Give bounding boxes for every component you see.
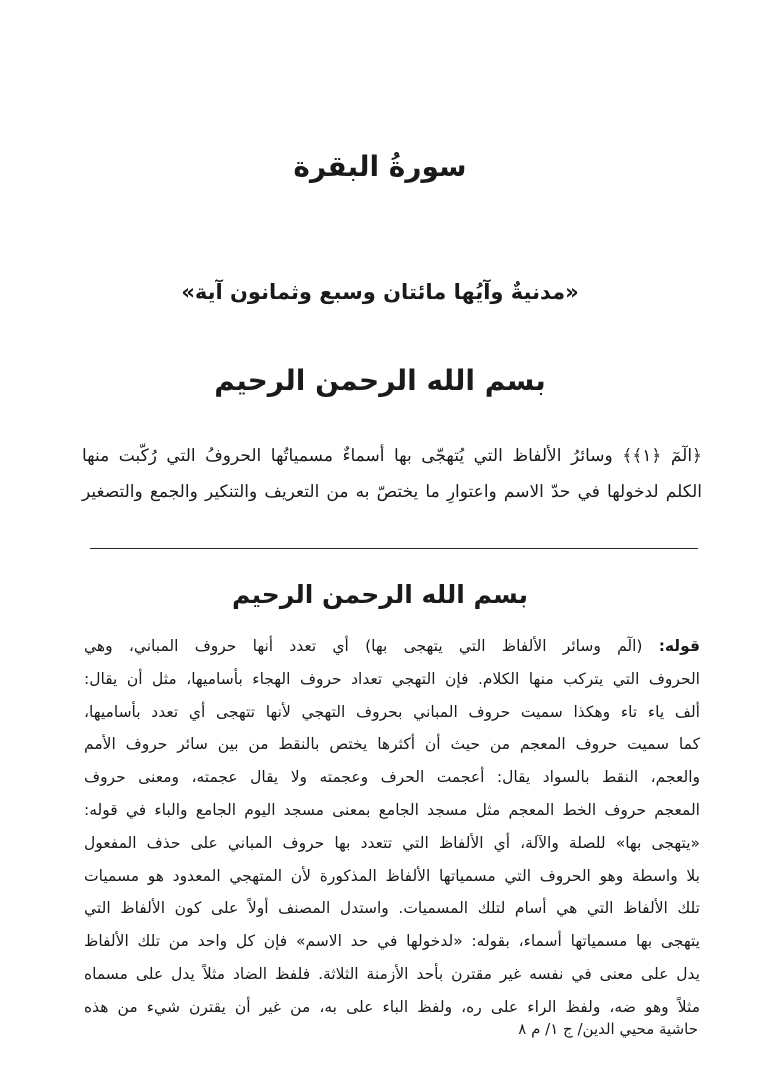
commentary-line-2: الحروف التي يتركب منها الكلام. فإن التهجي تعداد حروف الهجاء بأساميها، مثل أن يقال: — [84, 669, 700, 688]
page-footer: حاشية محيي الدين/ ج ١/ م ٨ — [518, 1020, 698, 1038]
section-divider — [90, 548, 698, 549]
commentary-line-9: تلك الألفاظ التي هي أسام لتلك المسميات. واستدل المصنف أولاً على كون الألفاظ التي — [84, 899, 700, 918]
commentary-line-11: يدل على معنى في نفسه غير مقترن بأحد الأزمنة الثلاثة. فلفظ الضاد مثلاً يدل على مسماه — [84, 964, 700, 983]
quran-verse-block — [82, 438, 702, 510]
commentary-line-8: بلا واسطة وهو الحروف التي مسمياتها الألفاظ المذكورة لأن المتهجي المعدود هو مسميات — [84, 866, 700, 885]
commentary-line-3: ألف ياء تاء وهكذا سميت حروف المباني بحروف التهجي لأنها تتهجى أي تعدد بأساميها، — [84, 702, 700, 721]
commentary-lead-word: قوله: — [658, 637, 700, 655]
surah-title: سورةُ البقرة — [293, 150, 467, 183]
commentary-line-4: كما سميت حروف المعجم من حيث أن أكثرها يختص بالنقط من بين سائر حروف الأمم — [84, 735, 700, 754]
quran-line-1: ﴿الٓمٓ ﴿١﴾﴾ وسائرُ الألفاظ التي يُتهجّى بها أسماءٌ مسمياتُها الحروفُ التي رُكّبت منها — [82, 446, 702, 466]
commentary-line-1 — [84, 630, 700, 663]
surah-subtitle: «مدنيةٌ وآيُها مائتان وسبع وثمانون آية» — [181, 280, 579, 304]
commentary-line-1-text: (الٓم وسائر الألفاظ التي يتهجى بها) أي تعدد أنها حروف المباني، وهي — [84, 637, 659, 655]
commentary-text — [84, 630, 700, 1024]
basmala-heading: بسم الله الرحمن الرحيم — [214, 364, 546, 397]
commentary-line-7: «يتهجى بها» للصلة والآلة، أي الألفاظ التي تتعدد بها حروف المباني على حذف المفعول — [84, 833, 700, 852]
commentary-line-12: مثلاً وهو ضه، ولفظ الراء على ره، ولفظ الباء على به، من غير أن يقترن شيء من هذه — [84, 997, 700, 1016]
quran-line-2: الكلم لدخولها في حدّ الاسم واعتوارِ ما يختصّ به من التعريف والتنكير والجمع والتصغير — [82, 482, 702, 502]
commentary-line-5: والعجم، النقط بالسواد يقال: أعجمت الحرف وعجمته ولا يقال عجمته، ومعنى حروف — [84, 768, 700, 787]
commentary-line-10: يتهجى بها مسمياتها أسماء، بقوله: «لدخولها في حد الاسم» فإن كل واحد من تلك الألفاظ — [84, 932, 700, 951]
commentary-basmala-heading: بسم الله الرحمن الرحيم — [232, 580, 528, 609]
commentary-line-6: المعجم حروف الخط المعجم مثل مسجد الجامع بمعنى مسجد اليوم الجامع والباء في قوله: — [84, 800, 700, 819]
